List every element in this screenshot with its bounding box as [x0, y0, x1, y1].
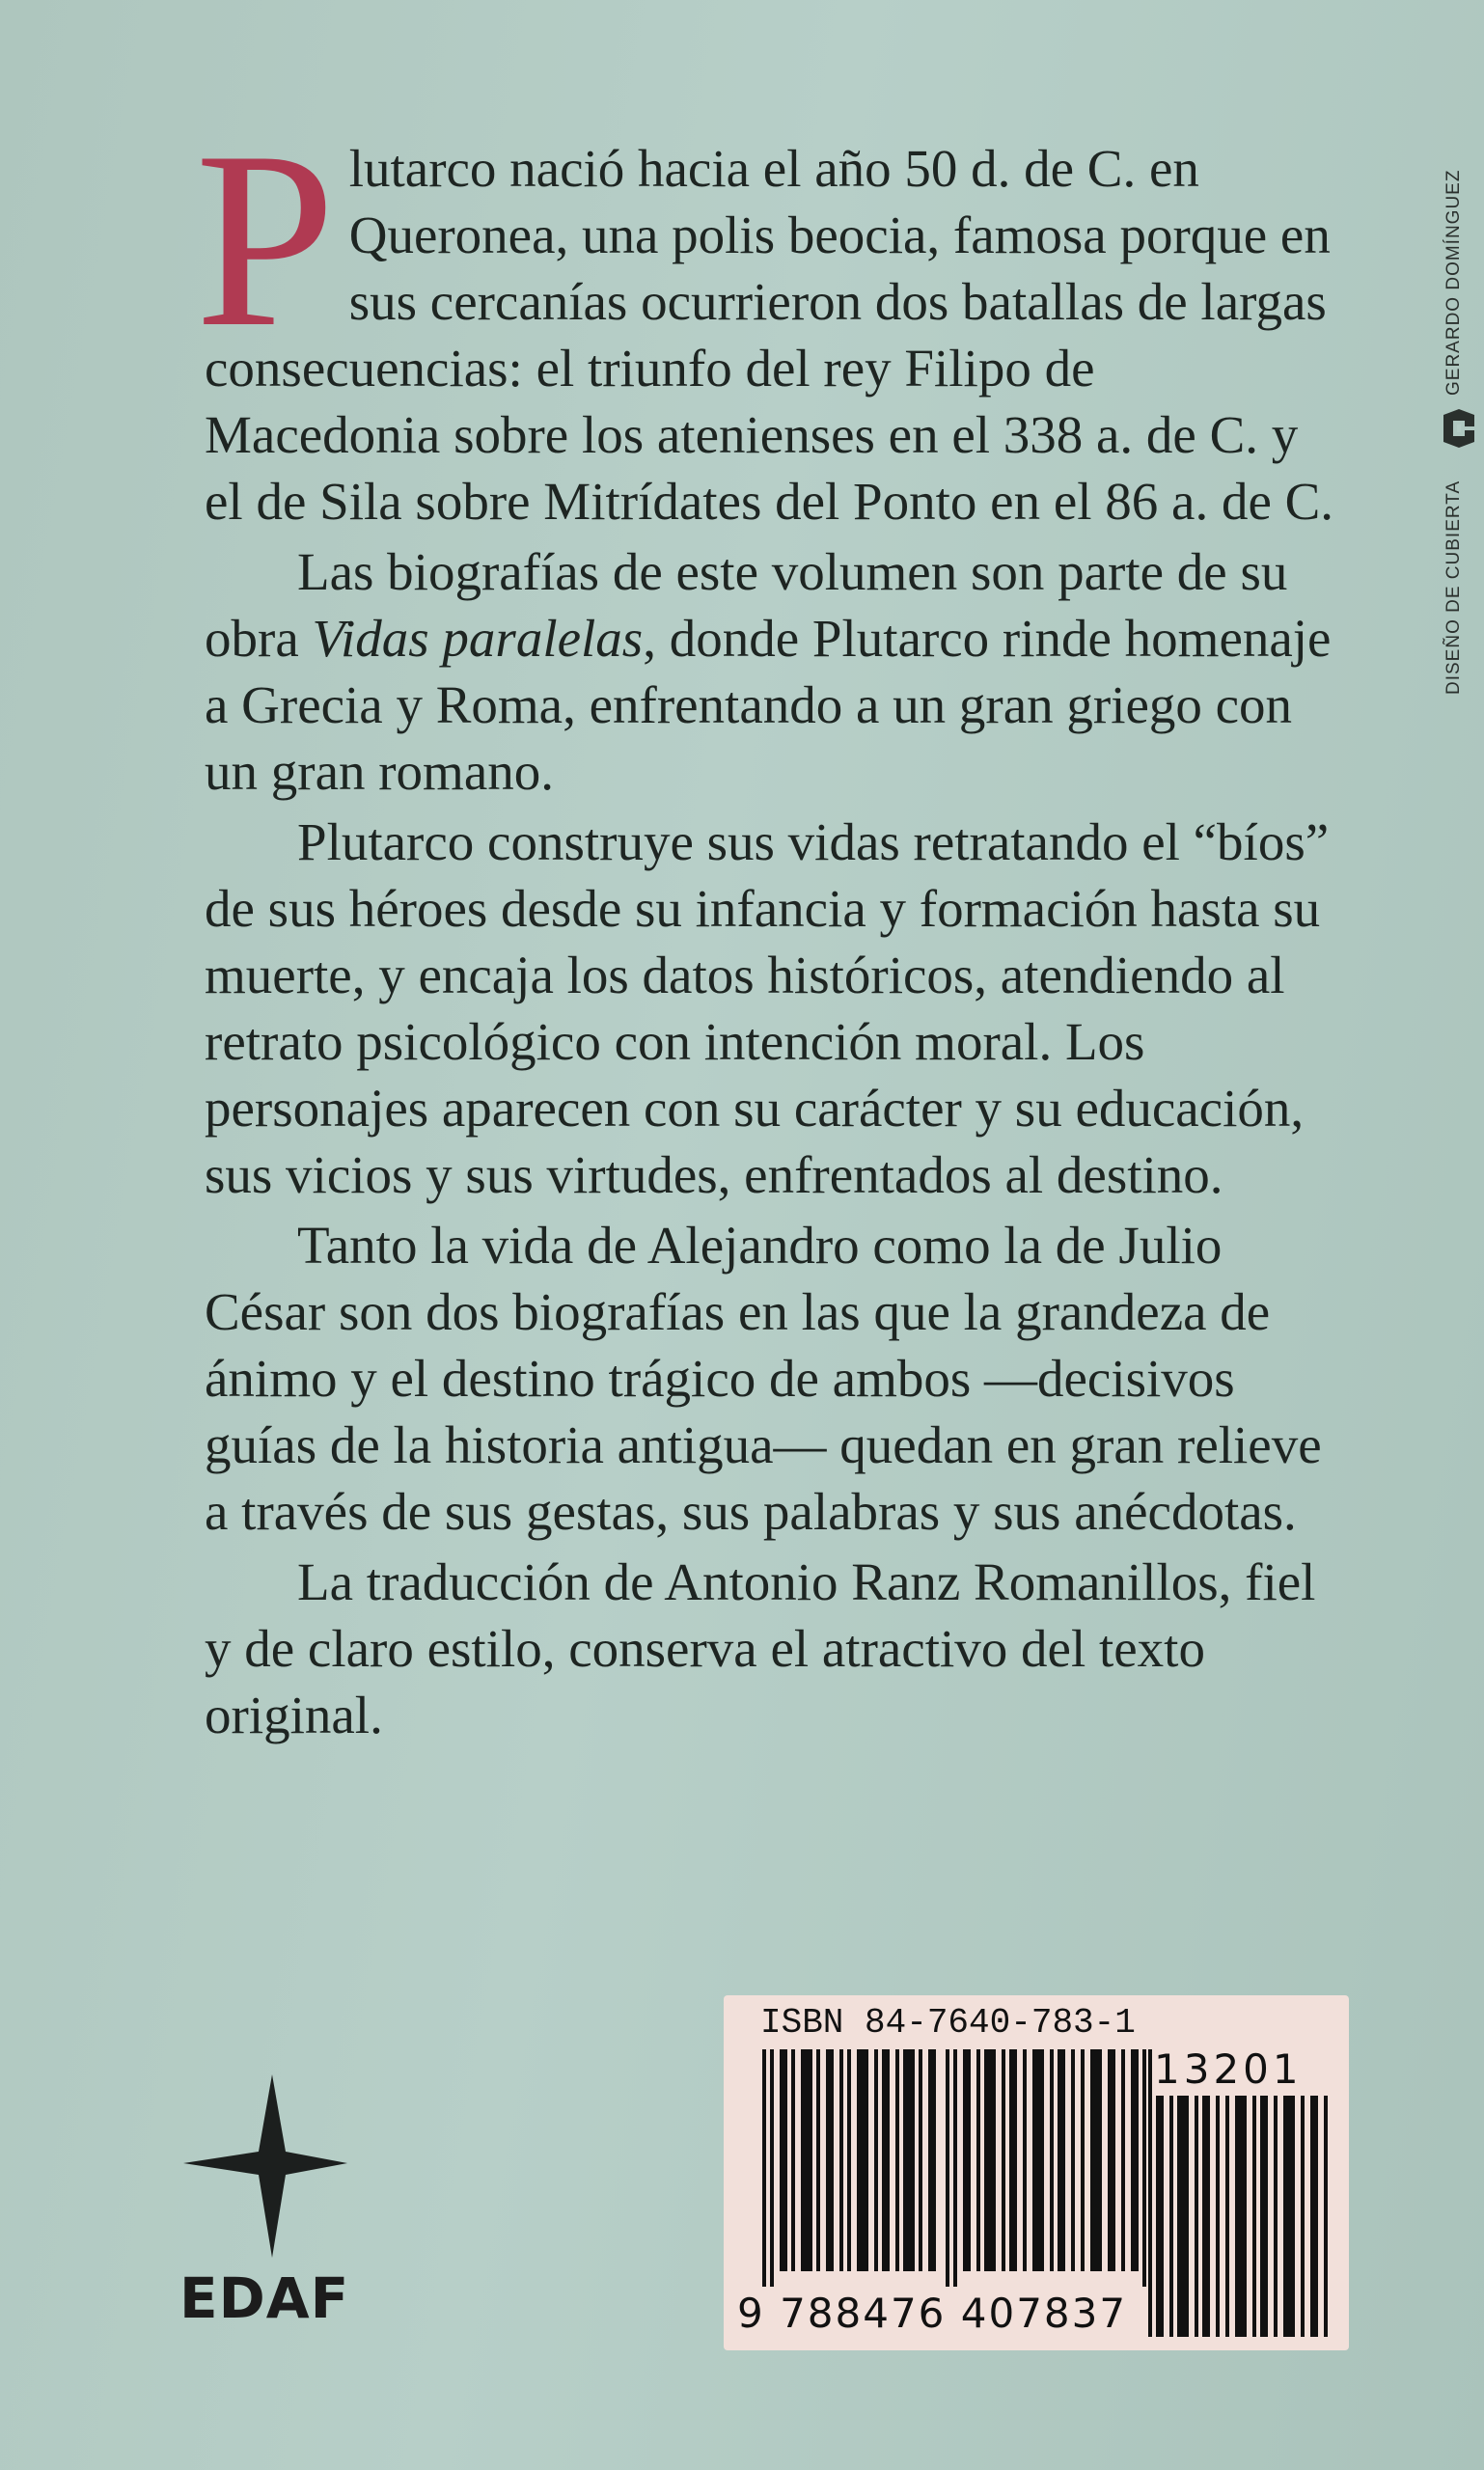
paragraph-3: Plutarco construye sus vidas retratando el “bíos” de sus héroes desde su infancia y formación hasta su muerte, y encaja los datos históricos, atendiendo al retrato psicológico con intención moral. Los personajes aparecen con su carácter y su educación, sus vicios y sus virtudes, enfrentados al destino. [205, 812, 1330, 1204]
ean-barcode [762, 2049, 1152, 2287]
drop-cap: P [195, 99, 336, 379]
paragraph-1-text: lutarco nació hacia el año 50 d. de C. en Queronea, una polis beocia, famosa porque en sus cercanías ocurrieron dos batallas de largas consecuencias: el triunfo del rey Filipo de Macedonia sobre los atenienses en el 338 a. de C. y el de Sila sobre Mitrídates del Ponto en el 86 a. de C. [205, 139, 1334, 531]
spine-credits [1438, 154, 1480, 695]
book-title-italic: Vidas paralelas [312, 609, 644, 668]
paragraph-1 [195, 99, 1343, 535]
cover-designer-name: GERARDO DOMÍNGUEZ [1443, 169, 1464, 396]
designer-logo-icon [1440, 407, 1478, 450]
paragraph-5: La traducción de Antonio Ranz Romanillos, fiel y de claro estilo, conserva el atractivo del texto original. [205, 1552, 1316, 1744]
barcode-label [724, 1995, 1349, 2350]
paragraph-4: Tanto la vida de Alejandro como la de Julio César son dos biografías en las que la grandeza de ánimo y el destino trágico de ambos —decisivos guías de la historia antigua— quedan en gran relieve a través de sus gestas, sus palabras y sus anécdotas. [205, 1216, 1322, 1541]
paragraph-2-before: Las biografías de este volumen son parte de su obra [205, 542, 1288, 668]
publisher-name: EDAF [179, 2265, 350, 2331]
addon-barcode [1148, 2096, 1330, 2337]
addon-digits: 13201 [1154, 2045, 1303, 2093]
paragraph-2 [205, 538, 1343, 805]
paragraph-2-after: , donde Plutarco rinde homenaje a Grecia y Roma, enfrentando a un gran griego con un gran romano. [205, 609, 1332, 801]
blurb-text [195, 99, 1343, 1752]
ean-digits: 9 788476 407837 [737, 2290, 1128, 2337]
cover-design-credit: DISEÑO DE CUBIERTA [1443, 480, 1464, 695]
four-point-star-logo-icon [183, 2074, 357, 2258]
isbn-number: ISBN 84-7640-783-1 [760, 2003, 1136, 2043]
